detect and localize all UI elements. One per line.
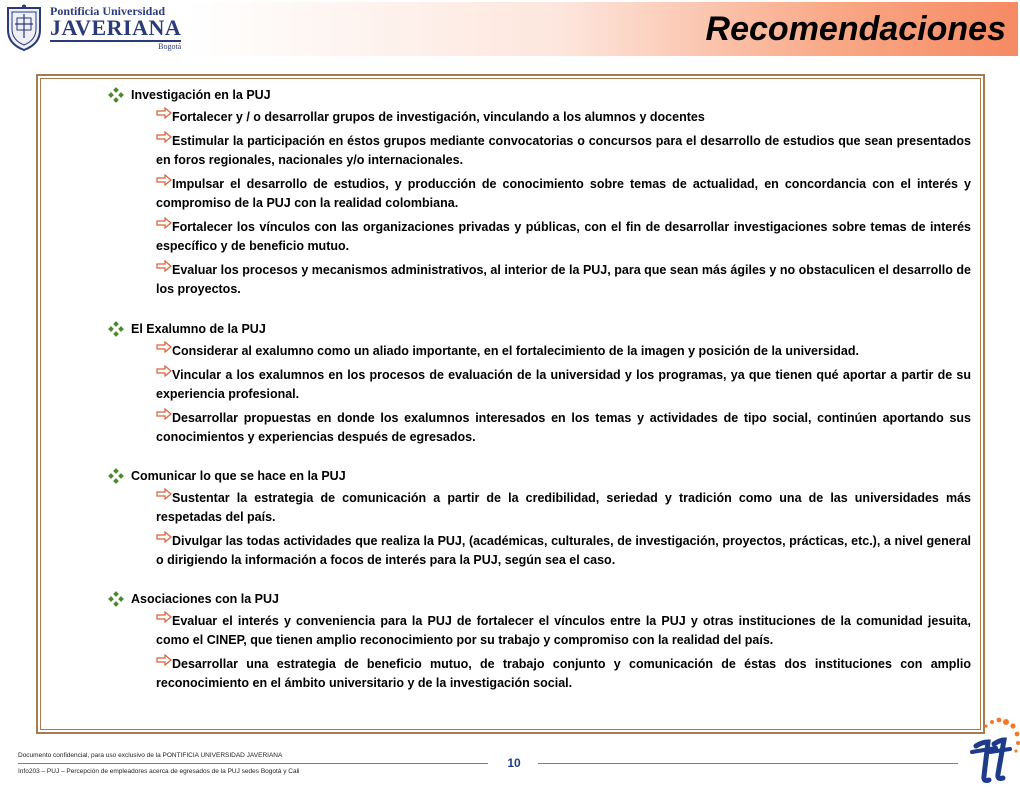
list-item-text: Fortalecer los vínculos con las organizaciones privadas y públicas, con el fin de desarrollar investigaciones sobre temas de interés específico y de beneficio mutuo. — [156, 220, 971, 253]
page-number: 10 — [507, 756, 521, 770]
list-item-text: Desarrollar una estrategia de beneficio mutuo, de trabajo conjunto y comunicación de éstas dos instituciones con amplio reconocimiento en el ámbito universitario y de la investigación social. — [156, 657, 971, 690]
footer-divider-right — [538, 763, 958, 764]
list-item-text: Evaluar los procesos y mecanismos administrativos, al interior de la PUJ, para que sean más ágiles y no obstaculicen el desarrollo de los proyectos. — [156, 263, 971, 296]
footer-confidential-note: Documento confidencial, para uso exclusivo de la PONTIFICIA UNIVERSIDAD JAVERIANA — [18, 752, 283, 759]
brand-logo-icon — [962, 716, 1020, 790]
arrow-right-icon — [156, 654, 172, 666]
university-name-line2: JAVERIANA — [50, 15, 182, 40]
list-item — [156, 261, 971, 299]
list-item — [156, 612, 971, 650]
title-bar — [186, 2, 1018, 56]
list-item — [156, 132, 971, 170]
section-heading — [109, 468, 971, 484]
list-item — [156, 409, 971, 447]
list-item-text: Considerar al exalumno como un aliado importante, en el fortalecimiento de la imagen y posición de la universidad. — [172, 344, 859, 358]
section-heading-text: Comunicar lo que se hace en la PUJ — [131, 469, 346, 483]
footer-divider-left — [18, 763, 488, 764]
university-logo — [4, 2, 182, 54]
list-item-text: Fortalecer y / o desarrollar grupos de investigación, vinculando a los alumnos y docentes — [172, 110, 705, 124]
arrow-right-icon — [156, 174, 172, 186]
list-item-text: Sustentar la estrategia de comunicación a partir de la credibilidad, seriedad y tradición como una de las universidades más respetadas del país. — [156, 491, 971, 524]
university-city: Bogotá — [50, 40, 181, 51]
list-item — [156, 655, 971, 693]
list-item-text: Vincular a los exalumnos en los procesos de evaluación de la universidad y los programas, ya que tienen qué aportar a partir de su experiencia profesional. — [156, 368, 971, 401]
header — [0, 0, 1020, 58]
section-investigacion — [109, 87, 971, 299]
list-item-text: Divulgar las todas actividades que realiza la PUJ, (académicas, culturales, de investigación, proyectos, prácticas, etc.), a nivel general o dirigiendo la información a focos de interés para la PUJ, según sea el caso. — [156, 534, 971, 567]
list-item — [156, 366, 971, 404]
arrow-right-icon — [156, 341, 172, 353]
section-exalumno — [109, 321, 971, 447]
list-item-text: Estimular la participación en éstos grupos mediante convocatorias o concursos para el desarrollo de estudios que sean presentados en foros regionales, nacionales y/o internacionales. — [156, 134, 971, 167]
diamond-bullet-icon — [109, 322, 123, 336]
list-item — [156, 175, 971, 213]
list-item — [156, 218, 971, 256]
list-item — [156, 108, 971, 127]
page-title: Recomendaciones — [705, 10, 1006, 48]
arrow-right-icon — [156, 531, 172, 543]
arrow-right-icon — [156, 488, 172, 500]
arrow-right-icon — [156, 131, 172, 143]
section-heading — [109, 321, 971, 337]
arrow-right-icon — [156, 217, 172, 229]
section-heading — [109, 591, 971, 607]
arrow-right-icon — [156, 611, 172, 623]
arrow-right-icon — [156, 107, 172, 119]
university-name-line1: Pontificia Universidad — [50, 4, 166, 18]
arrow-right-icon — [156, 260, 172, 272]
list-item-text: Evaluar el interés y conveniencia para la PUJ de fortalecer el vínculos entre la PUJ y otras instituciones de la comunidad jesuita, como el CINEP, que tienen amplio reconocimiento por su trabajo y compromiso con la realidad del país. — [156, 614, 971, 647]
list-item-text: Impulsar el desarrollo de estudios, y producción de conocimiento sobre temas de actualidad, en concordancia con el interés y compromiso de la PUJ con la realidad colombiana. — [156, 177, 971, 210]
arrow-right-icon — [156, 365, 172, 377]
diamond-bullet-icon — [109, 469, 123, 483]
crest-icon — [4, 4, 44, 52]
diamond-bullet-icon — [109, 88, 123, 102]
section-asociaciones — [109, 591, 971, 693]
list-item — [156, 489, 971, 527]
section-heading-text: El Exalumno de la PUJ — [131, 322, 266, 336]
section-heading-text: Asociaciones con la PUJ — [131, 592, 279, 606]
arrow-right-icon — [156, 408, 172, 420]
footer-document-info: Info203 – PUJ – Percepción de empleadores acerca de egresados de la PUJ sedes Bogotá y Cali — [18, 768, 300, 775]
section-comunicar — [109, 468, 971, 570]
list-item-text: Desarrollar propuestas en donde los exalumnos interesados en los temas y actividades de tipo social, continúen aportando sus conocimientos y experiencias después de egresados. — [156, 411, 971, 444]
content-frame — [36, 74, 985, 734]
list-item — [156, 532, 971, 570]
list-item — [156, 342, 971, 361]
diamond-bullet-icon — [109, 592, 123, 606]
content-area — [40, 78, 981, 730]
section-heading-text: Investigación en la PUJ — [131, 88, 271, 102]
section-heading — [109, 87, 971, 103]
